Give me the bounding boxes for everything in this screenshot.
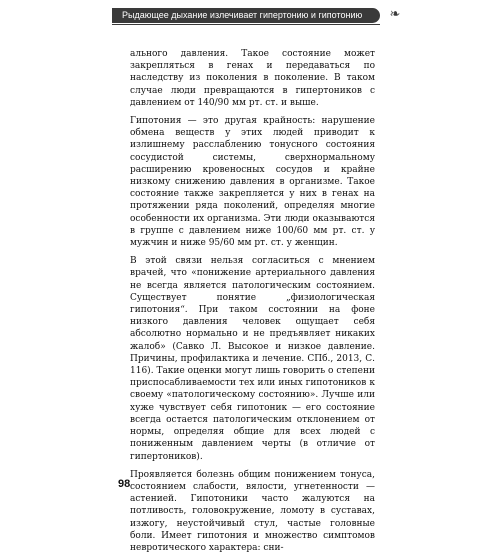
ornament-icon: ❧ [389, 7, 401, 22]
running-header-title: Рыдающее дыхание излечивает гипертонию и гипотонию [122, 10, 363, 20]
header-rule [112, 24, 380, 25]
running-header [112, 8, 380, 23]
paragraph: В этой связи нельзя согласиться с мнением врачей, что «понижение артериального давления не всегда является патологическим состоянием. Существует понятие „физиологическая гипотония“. При таком состоянии на фоне низкого давления человек ощущает себя абсолютно нормально и не предъявляет никаких жалоб» (Савко Л. Высокое и низкое давление. Причины, профилактика и лечение. СПб., 2013, С. 116). Такие оценки могут лишь говорить о степени приспосабливаемости тех или иных гипотоников к своему «патологическому состоянию». Лучше или хуже чувствует себя гипотоник — его состояние всегда остается патологическим отклонением от нормы, определяя общие для всех людей с пониженным давлением черты (в отличие от гипертоников). [130, 256, 375, 462]
page-number: 98 [118, 478, 131, 490]
paragraph: ального давления. Такое состояние может закрепляться в генах и передаваться по наследству из поколения в поколение. В таком случае люди превращаются в гипертоников с давлением от 140/90 мм рт. ст. и выше. [130, 49, 375, 108]
paragraph: Гипотония — это другая крайность: нарушение обмена веществ у этих людей приводит к излишнему расслаблению тонусного состояния сосудистой системы, сверхнормальному расширению кровеносных сосудов и крайне низкому снижению давления в организме. Такое состояние также закрепляется у них в генах на протяжении ряда поколений, определяя многие особенности их организма. Эти люди оказываются в группе с давлением ниже 100/60 мм рт. ст. у мужчин и ниже 95/60 мм рт. ст. у женщин. [130, 116, 375, 249]
body-text [130, 48, 375, 554]
paragraph: Проявляется болезнь общим понижением тонуса, состоянием слабости, вялости, угнетенности — астенией. Гипотоники часто жалуются на потливость, головокружение, ломоту в суставах, изжогу, неустойчивый стул, частые головные боли. Имеет гипотония и множество симптомов невротического характера: сни- [130, 469, 375, 553]
